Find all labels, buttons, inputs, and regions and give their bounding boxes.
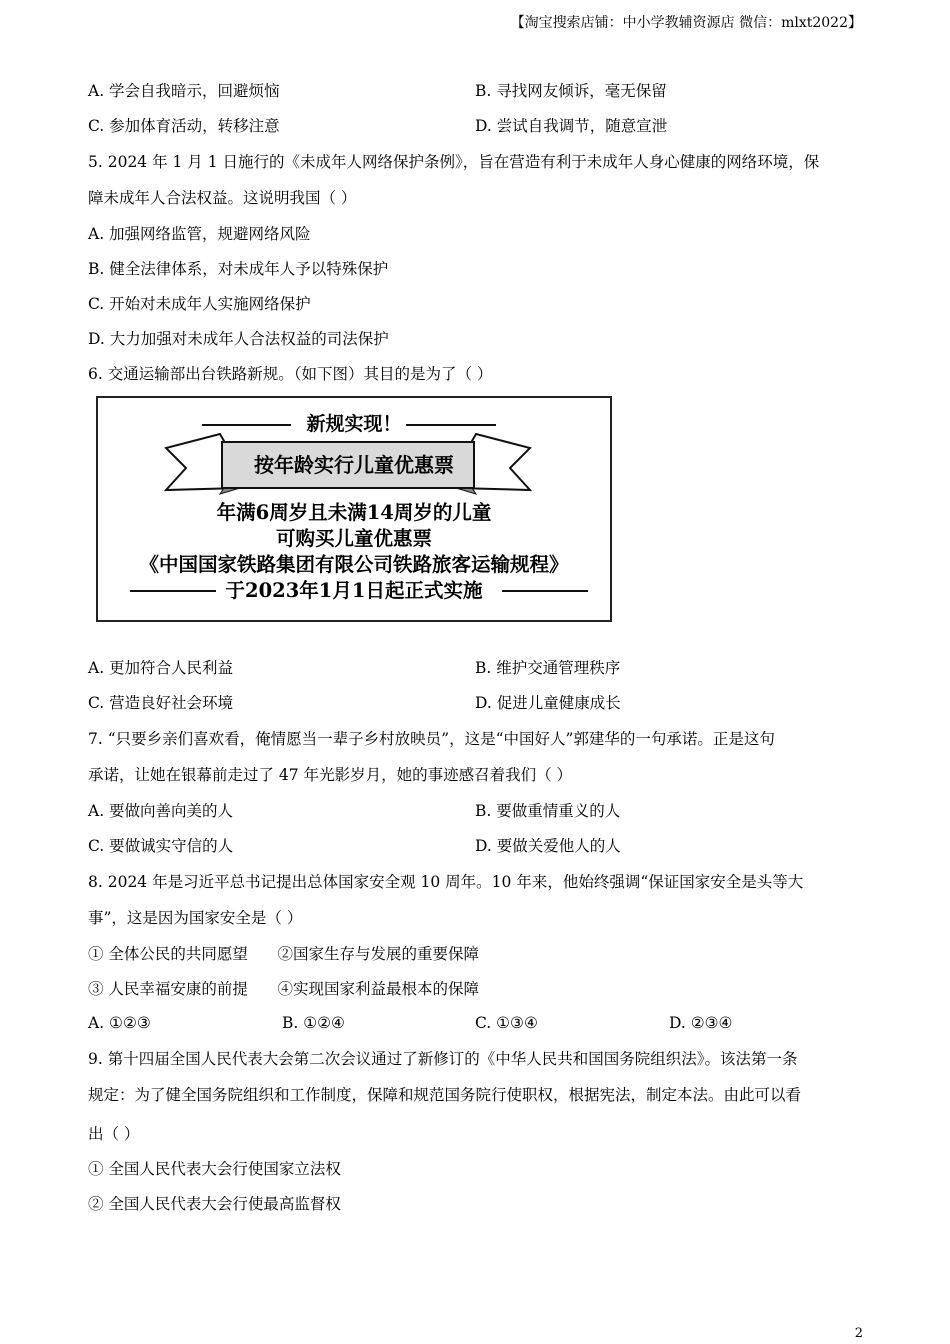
q5-option-d: D. 大力加强对未成年人合法权益的司法保护 [88,330,389,348]
q4-option-b: B. 寻找网友倾诉，毫无保留 [475,82,667,100]
q8-stem-line2: 事”，这是因为国家安全是（ ） [88,909,303,927]
q6-option-d: D. 促进儿童健康成长 [475,694,621,712]
notice-heading: 新规实现！ [306,413,402,435]
q7-stem-line1: 7. “只要乡亲们喜欢看，俺情愿当一辈子乡村放映员”，这是“中国好人”郭建华的一句承诺。正是这句 [88,730,775,748]
q7-option-c: C. 要做诚实守信的人 [88,837,234,855]
q7-option-b: B. 要做重情重义的人 [475,802,621,820]
q5-option-c: C. 开始对未成年人实施网络保护 [88,295,311,313]
notice-ribbon-title: 按年龄实行儿童优惠票 [254,453,454,477]
notice-line-2: 可购买儿童优惠票 [275,527,432,550]
q6-option-b: B. 维护交通管理秩序 [475,659,621,677]
q5-option-a: A. 加强网络监管，规避网络风险 [88,225,311,243]
q8-stem-line1: 8. 2024 年是习近平总书记提出总体国家安全观 10 周年。10 年来，他始终强调“保证国家安全是头等大 [88,873,804,891]
page-header: 【淘宝搜索店铺：中小学教辅资源店 微信：mlxt2022】 [510,15,862,31]
q8-option-c: C. ①③④ [475,1014,538,1032]
q5-option-b: B. 健全法律体系，对未成年人予以特殊保护 [88,260,389,278]
q4-option-d: D. 尝试自我调节，随意宣泄 [475,117,668,135]
q8-option-d: D. ②③④ [669,1014,733,1032]
q7-option-d: D. 要做关爱他人的人 [475,837,621,855]
q8-option-b: B. ①②④ [282,1014,345,1032]
q9-item-2: ② 全国人民代表大会行使最高监督权 [88,1195,341,1213]
q8-items-1-2: ① 全体公民的共同愿望 ②国家生存与发展的重要保障 [88,945,479,963]
q8-option-a: A. ①②③ [88,1014,151,1032]
q5-stem-line2: 障未成年人合法权益。这说明我国（ ） [88,189,357,207]
q8-items-3-4: ③ 人民幸福安康的前提 ④实现国家利益最根本的保障 [88,980,479,998]
notice-line-1: 年满6周岁且未满14周岁的儿童 [216,501,492,524]
q5-stem-line1: 5. 2024 年 1 月 1 日施行的《未成年人网络保护条例》，旨在营造有利于未成年人身心健康的网络环境，保 [88,153,820,171]
q7-stem-line2: 承诺，让她在银幕前走过了 47 年光影岁月，她的事迹感召着我们（ ） [88,766,573,784]
q9-item-1: ① 全国人民代表大会行使国家立法权 [88,1160,341,1178]
q9-stem-line2: 规定：为了健全国务院组织和工作制度，保障和规范国务院行使职权，根据宪法，制定本法。由此可以看 [88,1086,802,1104]
q9-stem-line1: 9. 第十四届全国人民代表大会第二次会议通过了新修订的《中华人民共和国国务院组织法》。该法第一条 [88,1050,798,1068]
q7-option-a: A. 要做向善向美的人 [88,802,234,820]
q6-option-c: C. 营造良好社会环境 [88,694,234,712]
page-number: 2 [854,1326,863,1341]
notice-line-4: 于2023年1月1日起正式实施 [225,579,483,602]
q6-option-a: A. 更加符合人民利益 [88,659,234,677]
notice-line-3: 《中国国家铁路集团有限公司铁路旅客运输规程》 [139,553,569,576]
q9-stem-line3: 出（ ） [88,1125,140,1143]
q4-option-c: C. 参加体育活动，转移注意 [88,117,280,135]
q4-option-a: A. 学会自我暗示，回避烦恼 [88,82,280,100]
q6-stem: 6. 交通运输部出台铁路新规。（如下图）其目的是为了（ ） [88,365,493,383]
rail-rule-notice-figure [96,396,612,622]
